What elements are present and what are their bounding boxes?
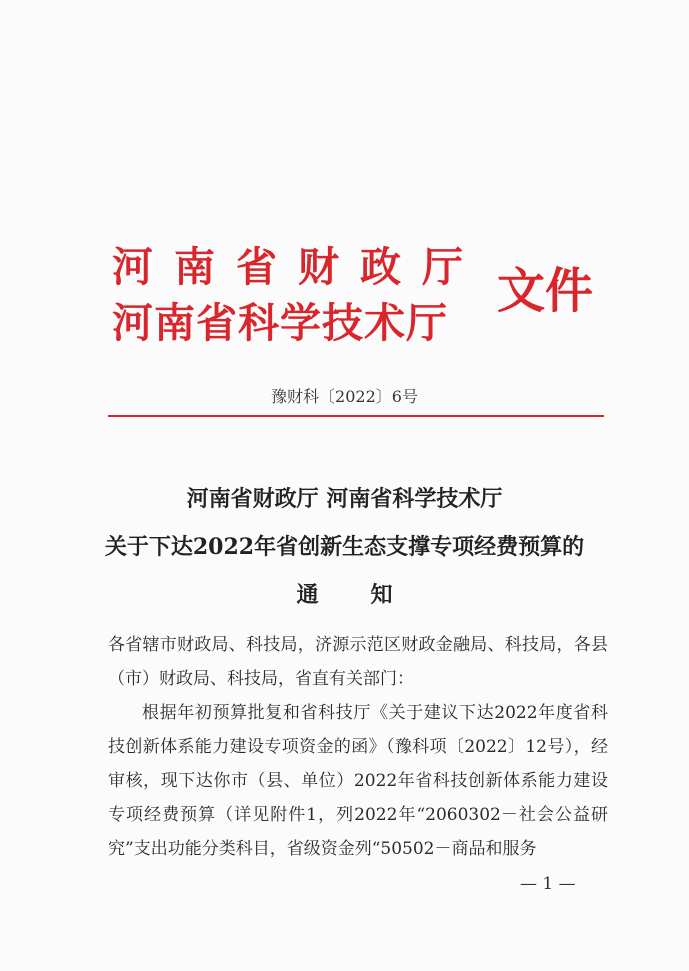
red-divider-line — [108, 415, 604, 417]
document-number: 豫财科〔2022〕6号 — [271, 387, 418, 406]
title-line-1: 河南省财政厅 河南省科学技术厅 — [186, 486, 503, 512]
page-number: — 1 — — [520, 874, 576, 894]
title-line-3: 通知 — [296, 582, 445, 608]
title-line-2: 关于下达2022年省创新生态支撑专项经费预算的 — [104, 534, 585, 560]
issuing-org-finance: 河南省财政厅 — [112, 243, 484, 291]
recipients-paragraph: 各省辖市财政局、科技局，济源示范区财政金融局、科技局，各县（市）财政局、科技局，省直有关部门： — [108, 635, 608, 689]
document-type-label: 文件 — [497, 263, 594, 319]
issuing-org-science: 河南省科学技术厅 — [112, 299, 448, 347]
body-paragraph-1: 根据年初预算批复和省科技厅《关于建议下达2022年度省科技创新体系能力建设专项资金的函》（豫科项〔2022〕12号），经审核，现下达你市（县、单位）2022年省科技创新体系能力建设专项经费预算（详见附件1，列2022年“2060302－社会公益研究”支出功能分类科目，省级资金列“50502－商品和服务 — [108, 703, 608, 859]
